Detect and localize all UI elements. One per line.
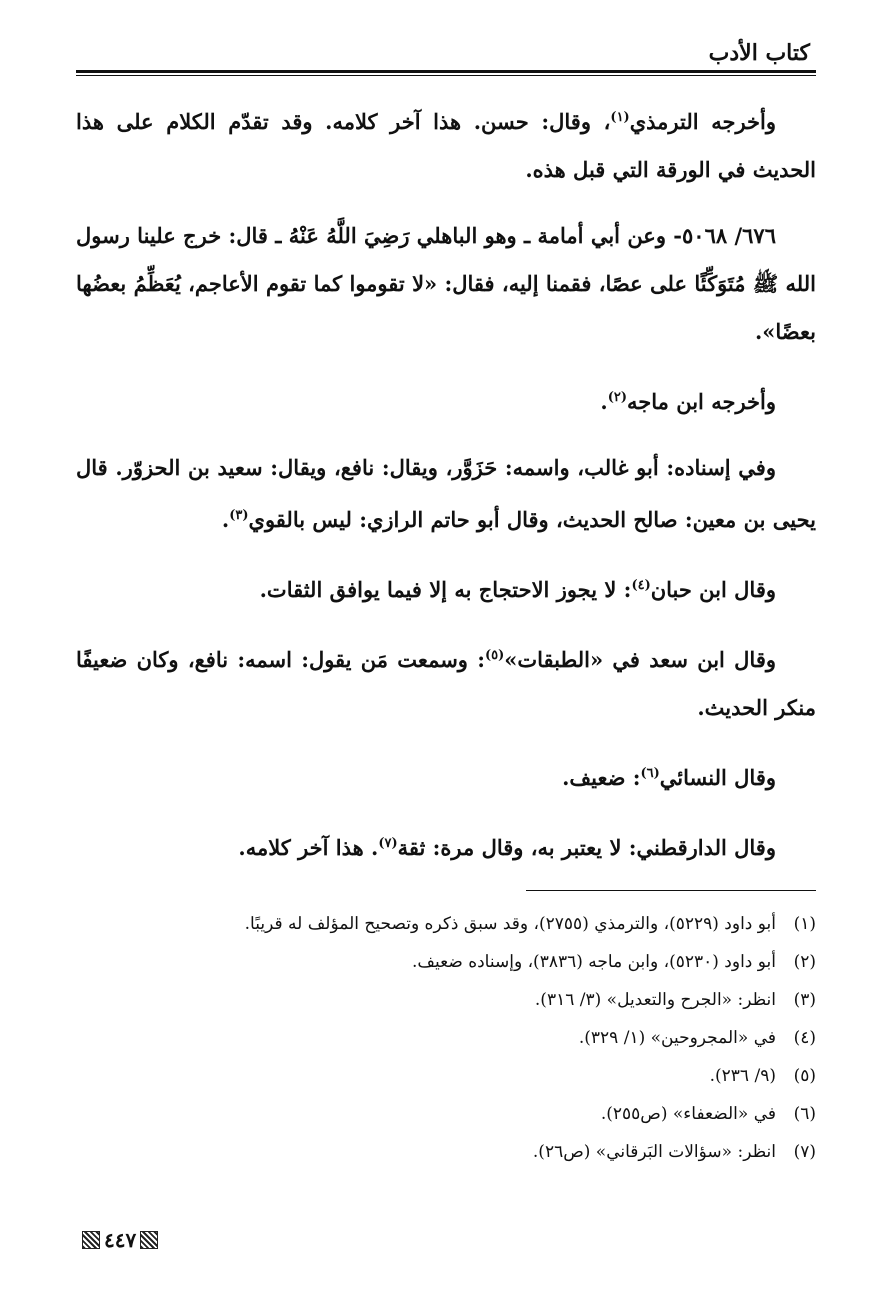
footnote-text: أبو داود (٥٢٣٠)، وابن ماجه (٣٨٣٦)، وإسناده ضعيف. xyxy=(412,952,776,972)
footnote-number: (١) xyxy=(793,914,816,934)
paragraph-6 xyxy=(76,632,816,732)
paragraph-4-text-a: وفي إسناده: أبو غالب، واسمه: حَزَوَّر، ويقال: نافع، ويقال: سعيد بن الحزوّر. قال يحيى بن معين: صالح الحديث، وقال أبو حاتم الرازي: ليس بالقوي xyxy=(76,455,816,532)
footnote-ref-2: (٢) xyxy=(607,390,628,405)
paragraph-4-text-b: . xyxy=(221,507,230,532)
paragraph-6-text-b: : وسمعت مَن يقول: اسمه: نافع، وكان ضعيفًا منكر الحديث. xyxy=(76,647,816,720)
page-folio xyxy=(82,1228,158,1252)
footnote-number: (٣) xyxy=(793,990,816,1010)
footnote-text: (٩/ ٢٣٦). xyxy=(709,1066,776,1086)
paragraph-5-text-b: : لا يجوز الاحتجاج به إلا فيما يوافق الثقات. xyxy=(259,577,632,602)
paragraph-8 xyxy=(76,820,816,872)
footnote-text: انظر: «سؤالات البَرقاني» (ص٢٦). xyxy=(532,1142,776,1162)
footnote-separator xyxy=(526,890,816,891)
footnote-4 xyxy=(76,1019,816,1057)
footnote-7 xyxy=(76,1133,816,1171)
paragraph-7-text-a: وقال النسائي xyxy=(659,765,776,790)
footnotes xyxy=(76,905,816,1171)
running-title: كتاب الأدب xyxy=(708,40,810,66)
footnote-number: (٦) xyxy=(793,1104,816,1124)
paragraph-8-text-b: . هذا آخر كلامه. xyxy=(238,835,379,860)
footnote-number: (٤) xyxy=(793,1028,816,1048)
footnote-1 xyxy=(76,905,816,943)
footnote-ref-1: (١) xyxy=(610,110,630,125)
paragraph-2-text: ٦٧٦/ ٥٠٦٨- وعن أبي أمامة ـ وهو الباهلي رَضِيَ اللَّهُ عَنْهُ ـ قال: خرج علينا رسول الله ﷺ مُتَوَكِّئًا على عصًا، فقمنا إليه، فقال: «لا تقوموا كما تقوم الأعاجم، يُعَظِّمُ بعضُها بعضًا». xyxy=(76,223,816,344)
footnote-ref-5: (٥) xyxy=(484,648,505,663)
header-rule-thick xyxy=(76,70,816,73)
paragraph-2-hadith xyxy=(76,212,816,356)
paragraph-5 xyxy=(76,562,816,614)
footnote-number: (٥) xyxy=(793,1066,816,1086)
header-rule-thin xyxy=(76,75,816,76)
paragraph-1-text-b: ، وقال: حسن. هذا آخر كلامه. وقد تقدّم الكلام على هذا الحديث في الورقة التي قبل هذه. xyxy=(76,109,816,182)
footnote-2 xyxy=(76,943,816,981)
footnote-ref-3: (٣) xyxy=(229,508,249,523)
paragraph-6-text-a: وقال ابن سعد في «الطبقات» xyxy=(504,647,776,672)
footnote-text: في «الضعفاء» (ص٢٥٥). xyxy=(600,1104,776,1124)
paragraph-7 xyxy=(76,750,816,802)
footnote-3 xyxy=(76,981,816,1019)
footnote-number: (٧) xyxy=(793,1142,816,1162)
paragraph-7-text-b: : ضعيف. xyxy=(562,765,641,790)
book-page xyxy=(76,38,816,1171)
paragraph-5-text-a: وقال ابن حبان xyxy=(650,577,776,602)
footnote-number: (٢) xyxy=(793,952,816,972)
paragraph-1 xyxy=(76,94,816,194)
footnote-text: انظر: «الجرح والتعديل» (٣/ ٣١٦). xyxy=(534,990,776,1010)
page-number: ٤٤٧ xyxy=(104,1228,137,1252)
paragraph-3-text-a: وأخرجه ابن ماجه xyxy=(627,389,776,414)
footnote-text: في «المجروحين» (١/ ٣٢٩). xyxy=(578,1028,776,1048)
footnote-6 xyxy=(76,1095,816,1133)
footnote-ref-6: (٦) xyxy=(640,766,660,781)
footnote-ref-4: (٤) xyxy=(631,578,651,593)
footnote-5 xyxy=(76,1057,816,1095)
paragraph-3 xyxy=(76,374,816,426)
paragraph-4 xyxy=(76,444,816,544)
paragraph-3-text-b: . xyxy=(600,389,608,414)
ornament-icon xyxy=(82,1231,100,1249)
footnote-text: أبو داود (٥٢٢٩)، والترمذي (٢٧٥٥)، وقد سبق ذكره وتصحيح المؤلف له قريبًا. xyxy=(244,914,776,934)
paragraph-8-text-a: وقال الدارقطني: لا يعتبر به، وقال مرة: ثقة xyxy=(397,835,776,860)
paragraph-1-text-a: وأخرجه الترمذي xyxy=(629,109,776,134)
main-text xyxy=(76,94,816,872)
ornament-icon xyxy=(140,1231,158,1249)
footnote-ref-7: (٧) xyxy=(378,836,398,851)
